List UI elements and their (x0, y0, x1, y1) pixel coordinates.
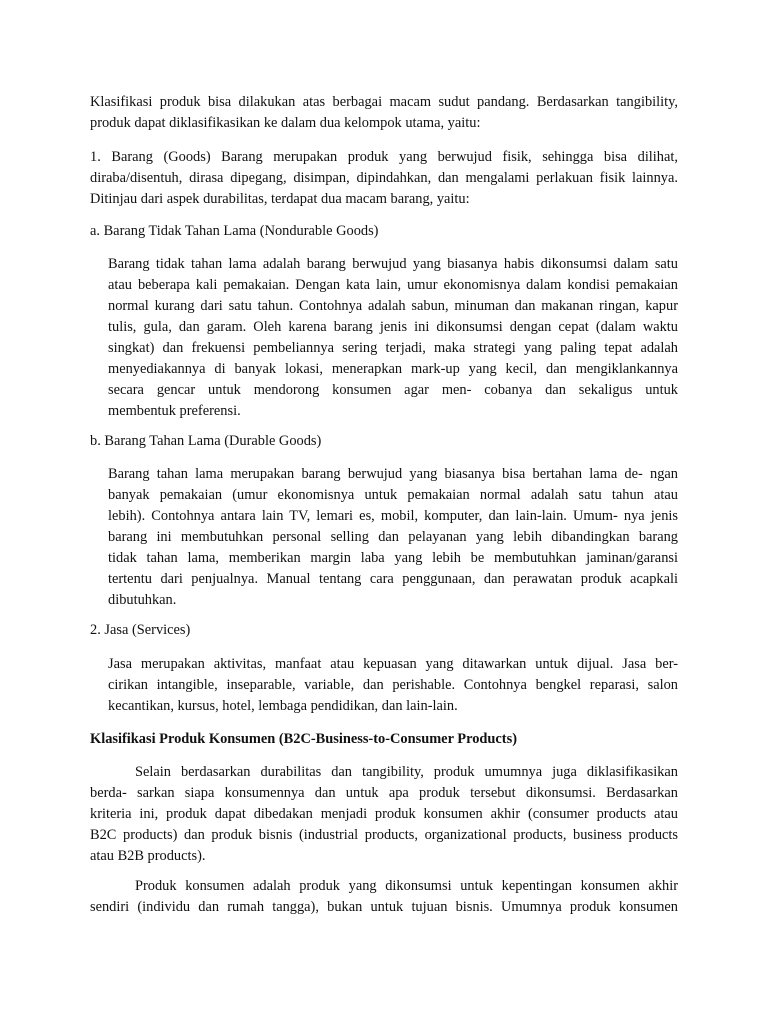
intro-paragraph (90, 92, 678, 134)
text-line: Jasa merupakan aktivitas, manfaat atau kepuasan yang ditawarkan untuk dijual. Jasa ber- (108, 656, 678, 672)
nondurable-paragraph (108, 254, 678, 422)
text-line: a. Barang Tidak Tahan Lama (Nondurable Goods) (90, 223, 379, 239)
text-line: banyak pemakaian (umur ekonomisnya untuk pemakaian normal adalah satu tahun atau (108, 487, 678, 503)
text-line: atau beberapa kali pemakaian. Dengan kata lain, umur ekonomisnya dalam kondisi pemakaian (108, 277, 678, 293)
text-line: tulis, gula, dan garam. Oleh karena barang jenis ini dikonsumsi dengan cepat (dalam waktu (108, 319, 678, 335)
text-line: Ditinjau dari aspek durabilitas, terdapat dua macam barang, yaitu: (90, 191, 470, 207)
text-line: singkat) dan frekuensi pembeliannya sering terjadi, maka strategi yang paling tepat adalah (108, 340, 678, 356)
text-line: dibutuhkan. (108, 592, 177, 608)
text-line: barang ini membutuhkan personal selling dan pelayanan yang lebih dibandingkan barang (108, 529, 678, 545)
goods-paragraph (90, 147, 678, 210)
text-line: 2. Jasa (Services) (90, 622, 191, 638)
nondurable-heading (90, 221, 678, 242)
services-paragraph (108, 654, 678, 717)
text-line: menyediakannya di banyak lokasi, menerapkan mark-up yang kecil, dan mengiklankannya (108, 361, 678, 377)
text-line: Barang tahan lama merupakan barang berwujud yang biasanya bisa bertahan lama de- ngan (108, 466, 678, 482)
text-line: cirikan intangible, inseparable, variable, dan perishable. Contohnya bengkel reparasi, salon (108, 677, 678, 693)
text-line: Selain berdasarkan durabilitas dan tangibility, produk umumnya juga diklasifikasikan (135, 764, 678, 780)
section-paragraph-2 (90, 876, 678, 918)
services-heading (90, 620, 678, 641)
text-line: produk dapat diklasifikasikan ke dalam dua kelompok utama, yaitu: (90, 115, 481, 131)
text-line: kecantikan, kursus, hotel, lembaga pendidikan, dan lain-lain. (108, 698, 458, 714)
text-line: sendiri (individu dan rumah tangga), bukan untuk tujuan bisnis. Umumnya produk konsumen (90, 899, 678, 915)
text-line: tidak tahan lama, memberikan margin laba yang lebih be membutuhkan jaminan/garansi (108, 550, 678, 566)
section-paragraph-1 (90, 762, 678, 867)
text-line: b. Barang Tahan Lama (Durable Goods) (90, 433, 322, 449)
text-line: Klasifikasi produk bisa dilakukan atas berbagai macam sudut pandang. Berdasarkan tangibility, (90, 94, 678, 110)
text-line: lebih). Contohnya antara lain TV, lemari es, mobil, komputer, dan lain-lain. Umum- nya jenis (108, 508, 678, 524)
text-line: 1. Barang (Goods) Barang merupakan produk yang berwujud fisik, sehingga bisa dilihat, (90, 149, 678, 165)
text-line: atau B2B products). (90, 848, 206, 864)
durable-paragraph (108, 464, 678, 611)
text-line: berda- sarkan siapa konsumennya dan untuk apa produk tersebut dikonsumsi. Berdasarkan (90, 785, 678, 801)
text-line: diraba/disentuh, dirasa dipegang, disimpan, dipindahkan, dan mengalami perlakuan fisik lainnya. (90, 170, 678, 186)
text-line: Produk konsumen adalah produk yang dikonsumsi untuk kepentingan konsumen akhir (135, 878, 678, 894)
section-heading (90, 729, 678, 750)
text-line: kriteria ini, produk dapat dibedakan menjadi produk konsumen akhir (consumer products atau (90, 806, 678, 822)
text-line: tertentu dari penjualnya. Manual tentang cara penggunaan, dan perawatan produk acapkali (108, 571, 678, 587)
text-line: Klasifikasi Produk Konsumen (B2C-Business-to-Consumer Products) (90, 731, 517, 747)
text-line: secara gencar untuk mendorong konsumen agar men- cobanya dan sekaligus untuk (108, 382, 678, 398)
text-line: normal kurang dari satu tahun. Contohnya adalah sabun, minuman dan makanan ringan, kapur (108, 298, 678, 314)
durable-heading (90, 431, 678, 452)
text-line: membentuk preferensi. (108, 403, 241, 419)
text-line: Barang tidak tahan lama adalah barang berwujud yang biasanya habis dikonsumsi dalam satu (108, 256, 678, 272)
text-line: B2C products) dan produk bisnis (industrial products, organizational products, business products (90, 827, 678, 843)
